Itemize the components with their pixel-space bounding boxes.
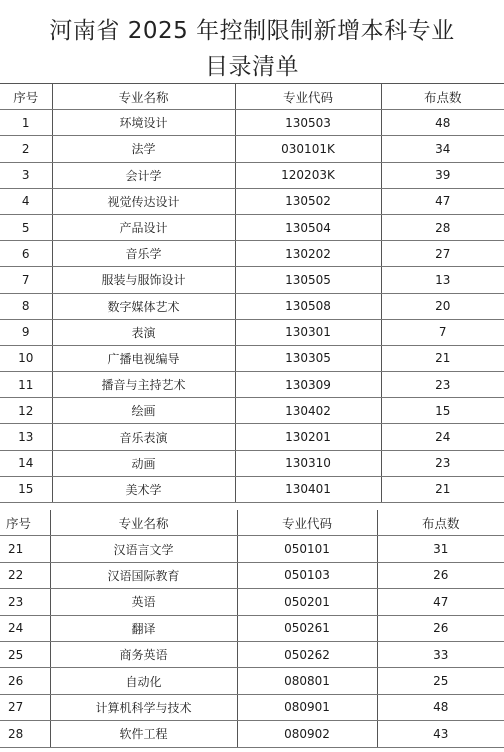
site-count-cell: 21 xyxy=(381,345,504,371)
major-name-cell: 产品设计 xyxy=(52,214,235,240)
major-name-cell: 播音与主持艺术 xyxy=(52,372,235,398)
site-count-cell: 15 xyxy=(381,398,504,424)
header-major-code: 专业代码 xyxy=(237,510,377,536)
major-name-cell: 音乐学 xyxy=(52,241,235,267)
major-name-cell: 软件工程 xyxy=(50,721,237,747)
table-row xyxy=(0,398,504,424)
major-name-cell: 环境设计 xyxy=(52,110,235,136)
table-row xyxy=(0,319,504,345)
major-table-1 xyxy=(0,83,504,503)
serial-number-cell: 7 xyxy=(0,267,52,293)
major-code-cell: 030101K xyxy=(235,136,381,162)
major-code-cell: 130504 xyxy=(235,214,381,240)
serial-number-cell: 13 xyxy=(0,424,52,450)
table-row xyxy=(0,424,504,450)
site-count-cell: 39 xyxy=(381,162,504,188)
table-row xyxy=(0,562,504,588)
major-name-cell: 英语 xyxy=(50,589,237,615)
major-code-cell: 130309 xyxy=(235,372,381,398)
site-count-cell: 28 xyxy=(381,214,504,240)
header-site-count: 布点数 xyxy=(381,84,504,110)
site-count-cell: 21 xyxy=(381,476,504,502)
table-row xyxy=(0,372,504,398)
document-title-line-2: 目录清单 xyxy=(205,54,299,80)
table-row xyxy=(0,267,504,293)
site-count-cell: 43 xyxy=(377,721,504,747)
major-name-cell: 美术学 xyxy=(52,476,235,502)
site-count-cell: 48 xyxy=(381,110,504,136)
major-code-cell: 130401 xyxy=(235,476,381,502)
site-count-cell: 24 xyxy=(381,424,504,450)
serial-number-cell: 23 xyxy=(0,589,50,615)
major-name-cell: 动画 xyxy=(52,450,235,476)
table-row xyxy=(0,476,504,502)
serial-number-cell: 21 xyxy=(0,536,50,562)
site-count-cell: 31 xyxy=(377,536,504,562)
table-row xyxy=(0,162,504,188)
table-row xyxy=(0,241,504,267)
table-header-row xyxy=(0,510,504,536)
major-name-cell: 服装与服饰设计 xyxy=(52,267,235,293)
major-code-cell: 130305 xyxy=(235,345,381,371)
table-row xyxy=(0,450,504,476)
site-count-cell: 20 xyxy=(381,293,504,319)
major-code-cell: 080801 xyxy=(237,668,377,694)
header-site-count: 布点数 xyxy=(377,510,504,536)
serial-number-cell: 15 xyxy=(0,476,52,502)
major-name-cell: 音乐表演 xyxy=(52,424,235,450)
table-row xyxy=(0,721,504,747)
serial-number-cell: 11 xyxy=(0,372,52,398)
major-name-cell: 汉语国际教育 xyxy=(50,562,237,588)
table-row xyxy=(0,293,504,319)
serial-number-cell: 27 xyxy=(0,694,50,720)
major-code-cell: 050262 xyxy=(237,641,377,667)
major-code-cell: 050101 xyxy=(237,536,377,562)
serial-number-cell: 2 xyxy=(0,136,52,162)
table-row xyxy=(0,589,504,615)
table-row xyxy=(0,536,504,562)
serial-number-cell: 14 xyxy=(0,450,52,476)
major-name-cell: 视觉传达设计 xyxy=(52,188,235,214)
site-count-cell: 23 xyxy=(381,372,504,398)
site-count-cell: 27 xyxy=(381,241,504,267)
serial-number-cell: 28 xyxy=(0,721,50,747)
serial-number-cell: 10 xyxy=(0,345,52,371)
serial-number-cell: 1 xyxy=(0,110,52,136)
major-name-cell: 绘画 xyxy=(52,398,235,424)
major-code-cell: 130202 xyxy=(235,241,381,267)
major-code-cell: 130402 xyxy=(235,398,381,424)
major-name-cell: 翻译 xyxy=(50,615,237,641)
serial-number-cell: 9 xyxy=(0,319,52,345)
serial-number-cell: 8 xyxy=(0,293,52,319)
table-row xyxy=(0,188,504,214)
major-name-cell: 汉语言文学 xyxy=(50,536,237,562)
major-table-2 xyxy=(0,510,504,748)
major-name-cell: 表演 xyxy=(52,319,235,345)
table-row xyxy=(0,136,504,162)
serial-number-cell: 24 xyxy=(0,615,50,641)
header-serial-number: 序号 xyxy=(0,510,50,536)
site-count-cell: 25 xyxy=(377,668,504,694)
major-code-cell: 080902 xyxy=(237,721,377,747)
table-row xyxy=(0,615,504,641)
major-code-cell: 130505 xyxy=(235,267,381,293)
header-major-name: 专业名称 xyxy=(50,510,237,536)
table-row xyxy=(0,668,504,694)
major-code-cell: 050103 xyxy=(237,562,377,588)
major-name-cell: 商务英语 xyxy=(50,641,237,667)
serial-number-cell: 12 xyxy=(0,398,52,424)
serial-number-cell: 5 xyxy=(0,214,52,240)
major-code-cell: 050261 xyxy=(237,615,377,641)
table-row xyxy=(0,641,504,667)
table-row xyxy=(0,214,504,240)
site-count-cell: 23 xyxy=(381,450,504,476)
header-major-name: 专业名称 xyxy=(52,84,235,110)
table-row xyxy=(0,345,504,371)
table-header-row xyxy=(0,84,504,110)
major-name-cell: 数字媒体艺术 xyxy=(52,293,235,319)
major-code-cell: 050201 xyxy=(237,589,377,615)
site-count-cell: 13 xyxy=(381,267,504,293)
site-count-cell: 26 xyxy=(377,615,504,641)
table-row xyxy=(0,110,504,136)
major-code-cell: 120203K xyxy=(235,162,381,188)
major-name-cell: 计算机科学与技术 xyxy=(50,694,237,720)
major-code-cell: 130502 xyxy=(235,188,381,214)
serial-number-cell: 3 xyxy=(0,162,52,188)
major-name-cell: 自动化 xyxy=(50,668,237,694)
site-count-cell: 47 xyxy=(381,188,504,214)
site-count-cell: 7 xyxy=(381,319,504,345)
header-serial-number: 序号 xyxy=(0,84,52,110)
header-major-code: 专业代码 xyxy=(235,84,381,110)
major-code-cell: 080901 xyxy=(237,694,377,720)
site-count-cell: 34 xyxy=(381,136,504,162)
table-row xyxy=(0,694,504,720)
major-name-cell: 会计学 xyxy=(52,162,235,188)
major-name-cell: 广播电视编导 xyxy=(52,345,235,371)
serial-number-cell: 6 xyxy=(0,241,52,267)
site-count-cell: 48 xyxy=(377,694,504,720)
serial-number-cell: 25 xyxy=(0,641,50,667)
major-code-cell: 130201 xyxy=(235,424,381,450)
site-count-cell: 26 xyxy=(377,562,504,588)
serial-number-cell: 4 xyxy=(0,188,52,214)
serial-number-cell: 26 xyxy=(0,668,50,694)
major-code-cell: 130310 xyxy=(235,450,381,476)
major-code-cell: 130508 xyxy=(235,293,381,319)
document-title-line-1: 河南省 2025 年控制限制新增本科专业 xyxy=(49,18,455,44)
site-count-cell: 47 xyxy=(377,589,504,615)
major-code-cell: 130503 xyxy=(235,110,381,136)
site-count-cell: 33 xyxy=(377,641,504,667)
major-code-cell: 130301 xyxy=(235,319,381,345)
major-name-cell: 法学 xyxy=(52,136,235,162)
serial-number-cell: 22 xyxy=(0,562,50,588)
